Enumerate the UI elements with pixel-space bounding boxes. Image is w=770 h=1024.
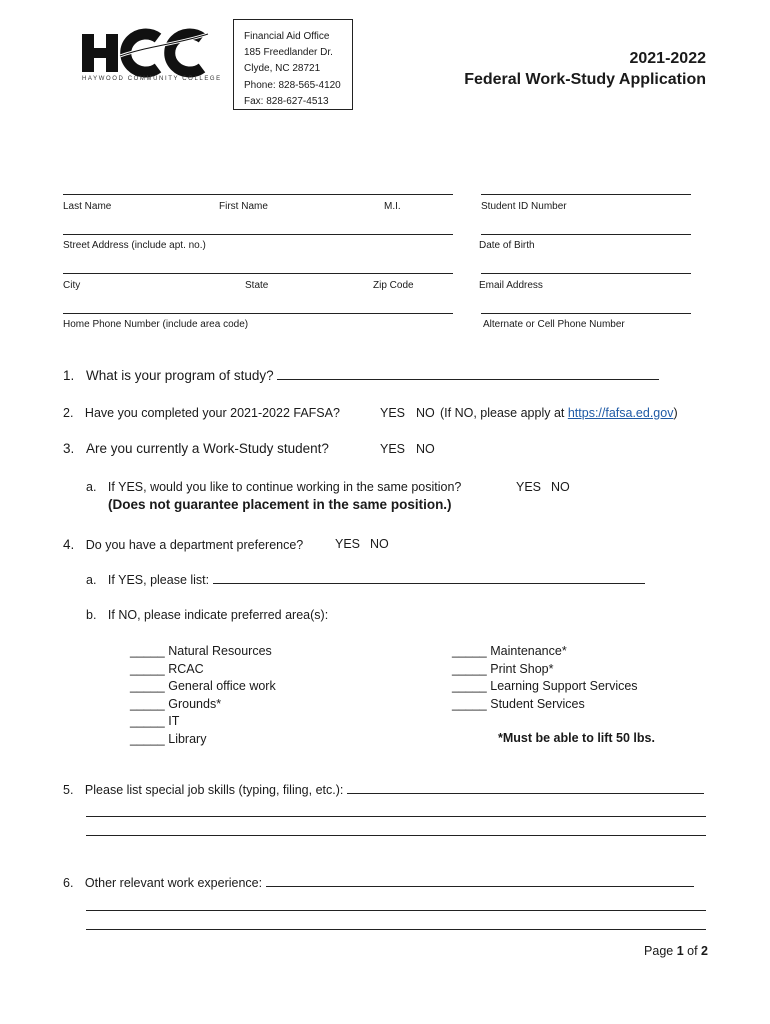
page-number: Page 1 of 2 — [644, 944, 708, 958]
student-id-label: Student ID Number — [481, 201, 567, 212]
question-3 — [63, 441, 329, 456]
area-option[interactable]: _____ General office work — [130, 679, 276, 693]
question-5 — [63, 783, 704, 797]
q3-no-option[interactable]: NO — [416, 442, 435, 456]
work-experience-line-2[interactable] — [86, 910, 706, 911]
q4a-number: a. — [86, 573, 97, 587]
area-option[interactable]: _____ Maintenance* — [452, 644, 567, 658]
program-of-study-field[interactable] — [277, 379, 659, 380]
q4-no-option[interactable]: NO — [370, 537, 389, 551]
q3a-text: If YES, would you like to continue working in the same position? — [107, 480, 462, 494]
question-4 — [63, 537, 303, 552]
q4-yes-option[interactable]: YES — [335, 537, 361, 551]
q4-number: 4. — [63, 537, 75, 552]
office-fax: Fax: 828-627-4513 — [244, 95, 329, 107]
city-line[interactable] — [63, 273, 453, 274]
area-option[interactable]: _____ RCAC — [130, 661, 204, 676]
office-street: 185 Freedlander Dr. — [244, 47, 333, 59]
q5-number: 5. — [63, 783, 74, 797]
street-line[interactable] — [63, 234, 453, 235]
q6-text: Other relevant work experience: — [84, 876, 263, 890]
job-skills-line-3[interactable] — [86, 835, 706, 836]
q3-text: Are you currently a Work-Study student? — [86, 441, 329, 456]
question-4a — [86, 573, 645, 587]
home-phone-label: Home Phone Number (include area code) — [63, 319, 249, 330]
question-3a — [86, 480, 461, 494]
area-option[interactable]: _____ Learning Support Services — [452, 679, 638, 693]
area-option[interactable]: _____ Print Shop* — [452, 661, 554, 676]
q3-yes-option[interactable]: YES — [380, 442, 406, 456]
question-2 — [63, 406, 340, 420]
q5-text: Please list special job skills (typing, filing, etc.): — [84, 783, 344, 797]
q1-number: 1. — [63, 368, 75, 383]
work-experience-line-3[interactable] — [86, 929, 706, 930]
question-1 — [63, 368, 659, 383]
department-preference-field[interactable] — [213, 583, 645, 584]
first-name-label: First Name — [219, 201, 268, 212]
email-line[interactable] — [481, 273, 691, 274]
street-label: Street Address (include apt. no.) — [63, 240, 206, 251]
q4a-text: If YES, please list: — [107, 573, 210, 587]
q1-text: What is your program of study? — [86, 368, 274, 383]
office-name: Financial Aid Office — [244, 31, 330, 42]
home-phone-line[interactable] — [63, 313, 453, 314]
q4b-text: If NO, please indicate preferred area(s): — [107, 608, 329, 622]
q2-text: Have you completed your 2021-2022 FAFSA? — [84, 406, 340, 420]
dob-label: Date of Birth — [479, 240, 535, 251]
fafsa-link[interactable]: https://fafsa.ed.gov — [567, 406, 674, 420]
q4b-number: b. — [86, 608, 97, 622]
mi-label: M.I. — [384, 201, 401, 212]
q3-number: 3. — [63, 441, 75, 456]
q3a-no-option[interactable]: NO — [551, 480, 570, 494]
q4-text: Do you have a department preference? — [85, 538, 304, 552]
city-label: City — [63, 280, 81, 291]
name-line[interactable] — [63, 194, 453, 195]
student-id-line[interactable] — [481, 194, 691, 195]
q3a-disclaimer: (Does not guarantee placement in the same position.) — [108, 497, 452, 512]
q3a-number: a. — [86, 480, 97, 494]
form-year: 2021-2022 — [629, 50, 706, 67]
dob-line[interactable] — [481, 234, 691, 235]
question-4b — [86, 608, 328, 622]
zip-label: Zip Code — [373, 280, 414, 291]
job-skills-line-2[interactable] — [86, 816, 706, 817]
alt-phone-line[interactable] — [481, 313, 691, 314]
work-experience-field[interactable] — [266, 886, 694, 887]
last-name-label: Last Name — [63, 201, 112, 212]
state-label: State — [245, 280, 269, 291]
q3a-yes-option[interactable]: YES — [516, 480, 542, 494]
area-option[interactable]: _____ IT — [130, 714, 180, 728]
q2-note-prefix: (If NO, please apply at — [440, 406, 568, 420]
area-option[interactable]: _____ Library — [130, 731, 207, 746]
office-city: Clyde, NC 28721 — [244, 63, 321, 75]
q2-number: 2. — [63, 406, 74, 420]
lift-requirement-note: *Must be able to lift 50 lbs. — [498, 731, 655, 745]
logo-subtext: HAYWOOD COMMUNITY COLLEGE — [82, 76, 222, 82]
area-option[interactable]: _____ Natural Resources — [130, 644, 272, 658]
form-title: Federal Work-Study Application — [464, 71, 706, 88]
q2-note — [440, 406, 678, 420]
email-label: Email Address — [479, 280, 543, 291]
question-6 — [63, 876, 694, 890]
areas-right-list — [452, 643, 638, 713]
areas-left-list — [130, 643, 276, 748]
q2-no-option[interactable]: NO — [416, 406, 435, 420]
q2-note-suffix: ) — [673, 406, 678, 420]
area-option[interactable]: _____ Grounds* — [130, 696, 222, 711]
q6-number: 6. — [63, 876, 74, 890]
job-skills-field[interactable] — [347, 793, 704, 794]
q2-yes-option[interactable]: YES — [380, 406, 406, 420]
area-option[interactable]: _____ Student Services — [452, 696, 585, 711]
office-phone: Phone: 828-565-4120 — [244, 79, 341, 91]
alt-phone-label: Alternate or Cell Phone Number — [483, 319, 625, 330]
office-address-box — [233, 19, 353, 110]
